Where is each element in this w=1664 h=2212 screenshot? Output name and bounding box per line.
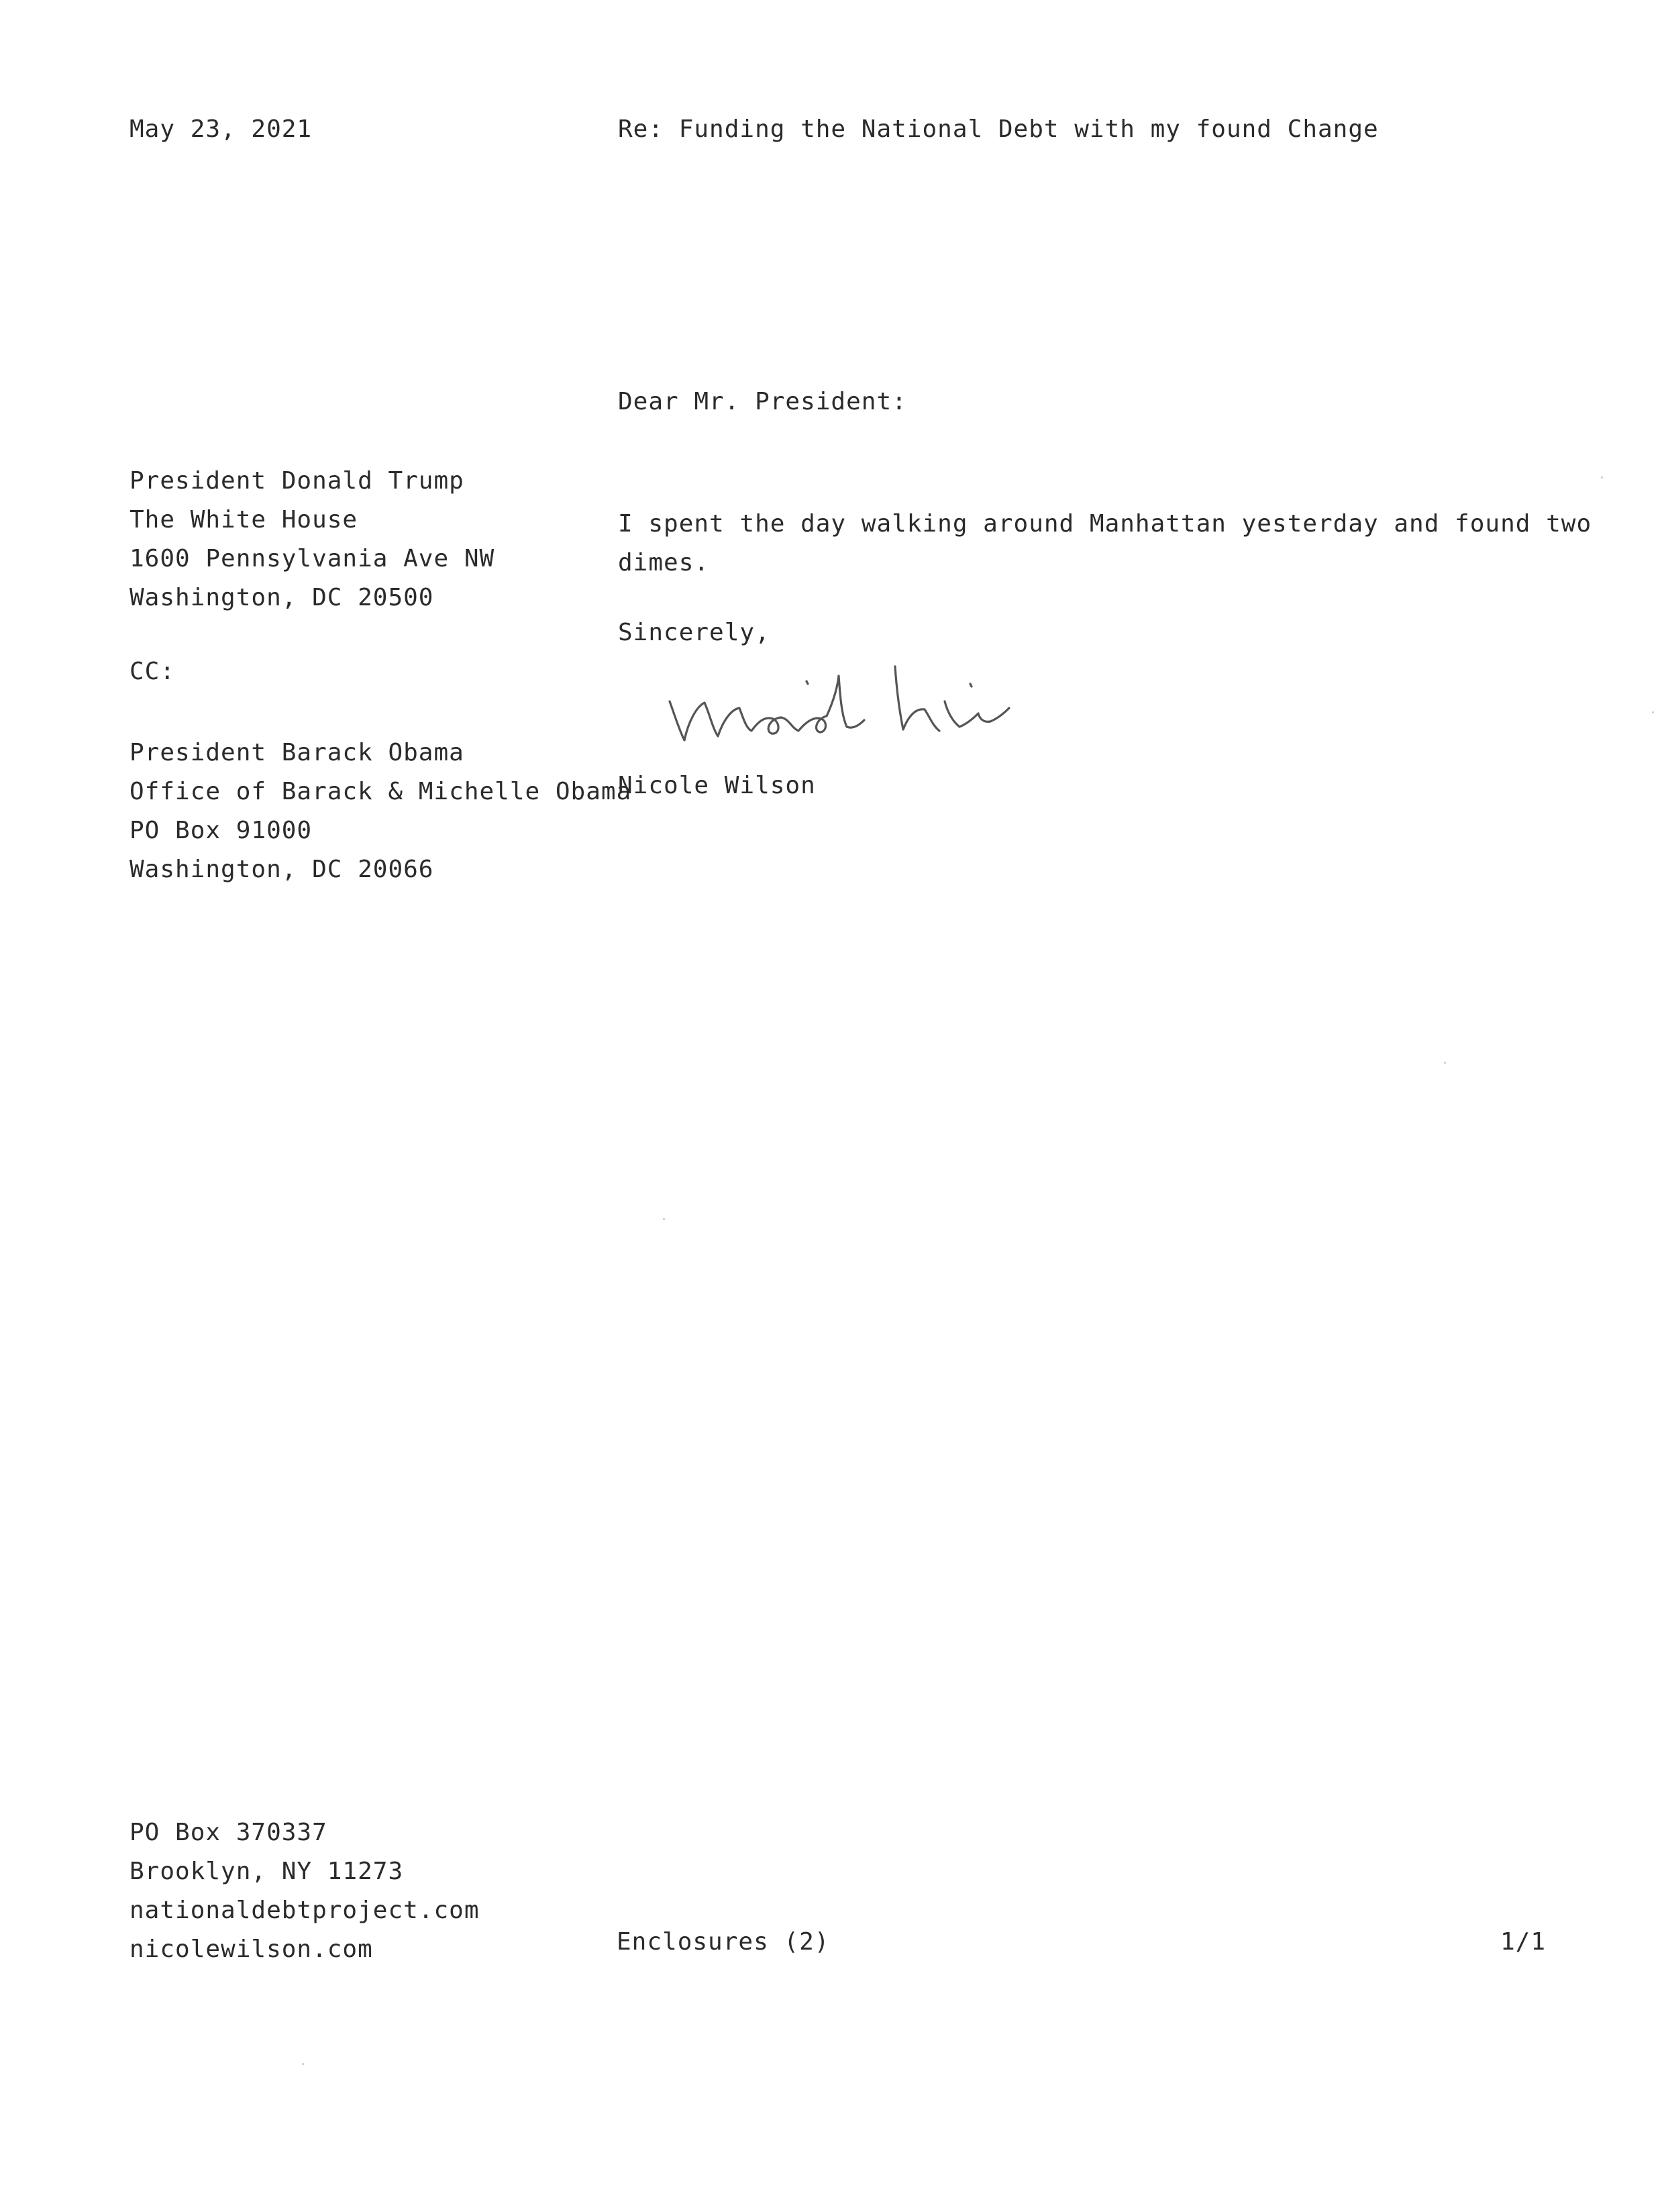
sender-website-link[interactable]: nationaldebtproject.com [129,1897,480,1924]
cc-label: CC: [129,658,176,685]
enclosures-note: Enclosures (2) [617,1928,830,1956]
sender-website-link[interactable]: nicolewilson.com [129,1936,373,1963]
paper-speck [1601,476,1603,479]
letter-date: May 23, 2021 [129,115,313,143]
body-line: I spent the day walking around Manhattan yesterday and found two [618,510,1592,538]
sender-line: Brooklyn, NY 11273 [129,1858,404,1885]
cc-line: PO Box 91000 [129,817,313,844]
cc-address [129,734,631,889]
closing: Sincerely, [618,619,770,646]
recipient-line: The White House [129,506,358,534]
signature-icon [664,654,1027,755]
paper-speck [1652,711,1654,713]
body-line: dimes. [618,549,710,576]
recipient-line: Washington, DC 20500 [129,584,434,611]
paper-speck [302,2063,304,2065]
cc-line: Washington, DC 20066 [129,856,434,883]
page-number: 1/1 [1500,1928,1547,1956]
letter-body [618,505,1592,583]
cc-line: President Barack Obama [129,739,464,766]
recipient-address [129,462,495,617]
paper-speck [663,1218,665,1220]
handwritten-signature [664,654,1027,761]
letter-subject: Re: Funding the National Debt with my found Change [618,115,1379,143]
paper-speck [1444,1062,1446,1064]
signer-name: Nicole Wilson [618,772,816,799]
recipient-line: President Donald Trump [129,467,464,495]
cc-line: Office of Barack & Michelle Obama [129,778,632,805]
sender-address [129,1813,480,1969]
recipient-line: 1600 Pennsylvania Ave NW [129,545,495,572]
salutation: Dear Mr. President: [618,388,907,415]
sender-line: PO Box 370337 [129,1819,327,1846]
